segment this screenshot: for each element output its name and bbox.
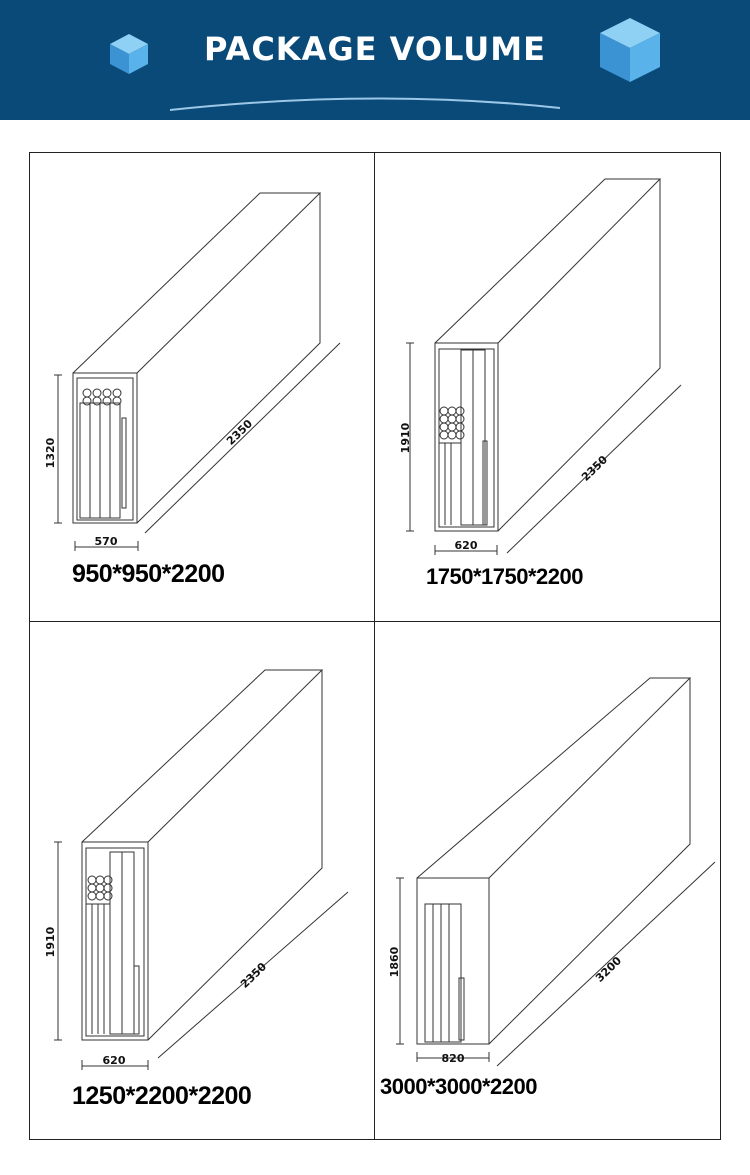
height-dimension-label: 1860 [388,946,401,978]
package-diagram-2 [375,153,720,621]
package-size-label: 3000*3000*2200 [380,1074,537,1099]
length-dimension-label: 2350 [238,960,270,991]
length-dimension-label: 3200 [593,954,625,985]
package-diagram-1 [30,153,374,621]
length-dimension-label: 2350 [579,453,611,484]
package-diagram-3 [30,622,374,1140]
page-title: PACKAGE VOLUME [204,30,546,68]
header-banner [0,0,750,120]
package-diagram-4 [375,622,720,1140]
length-dimension-label: 2350 [224,417,256,448]
package-size-label: 950*950*2200 [72,560,225,588]
width-dimension-label: 620 [102,1054,126,1067]
package-size-label: 1250*2200*2200 [72,1082,252,1110]
package-size-label: 1750*1750*2200 [426,564,583,589]
height-dimension-label: 1320 [44,437,57,469]
height-dimension-label: 1910 [399,422,412,454]
width-dimension-label: 620 [454,539,478,552]
width-dimension-label: 820 [441,1052,465,1065]
width-dimension-label: 570 [94,535,118,548]
height-dimension-label: 1910 [44,926,57,958]
